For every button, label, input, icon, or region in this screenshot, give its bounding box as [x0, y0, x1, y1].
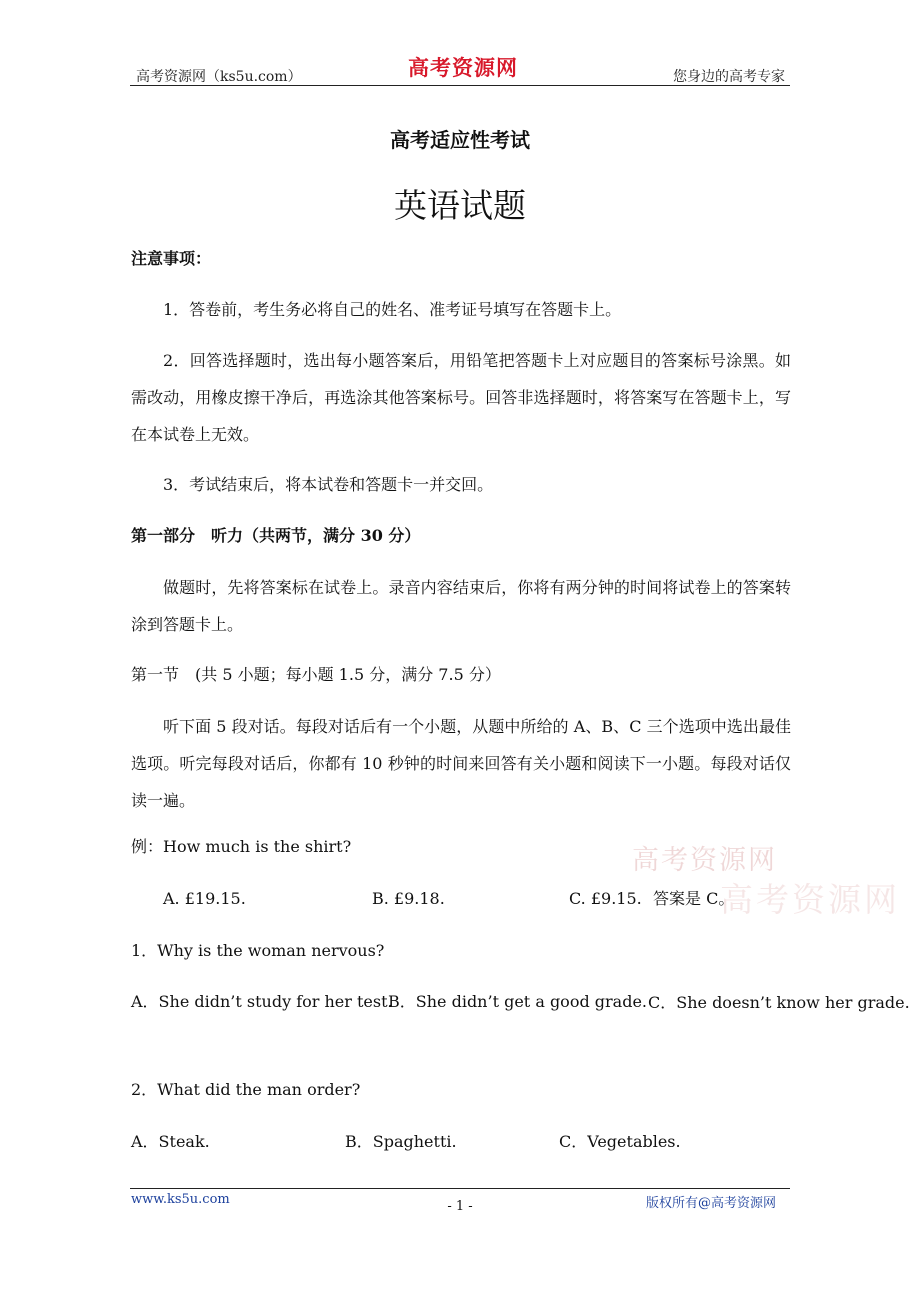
example-option-a: A. £19.15. [163, 889, 246, 908]
section1-instruction: 听下面 5 段对话。每段对话后有一个小题，从题中所给的 A、B、C 三个选项中选出最佳选项。听完每段对话后，你都有 10 秒钟的时间来回答有关小题和阅读下一小题。每段对话仅读一遍。 [131, 717, 791, 810]
example-option-c: C. £9.15. [569, 889, 642, 908]
watermark-line-1: 高考资源网 [632, 845, 777, 876]
part1-instruction: 做题时，先将答案标在试卷上。录音内容结束后，你将有两分钟的时间将试卷上的答案转涂到答题卡上。 [131, 578, 791, 634]
header-left-text: 高考资源网（ks5u.com） [136, 69, 302, 85]
page-number: - 1 - [447, 1199, 473, 1214]
question-1-option-c: C．She doesn’t know her grade. [648, 993, 910, 1012]
question-1-option-a: A．She didn’t study for her test. [131, 992, 393, 1011]
question-2-option-b: B．Spaghetti. [345, 1132, 457, 1151]
question-2-option-a: A．Steak. [131, 1132, 210, 1151]
section1-heading: 第一节 (共 5 小题；每小题 1.5 分，满分 7.5 分） [131, 665, 501, 684]
question-1-option-b: B．She didn’t get a good grade. [388, 992, 648, 1011]
notice-item-3: 3．考试结束后，将本试卷和答题卡一并交回。 [163, 475, 494, 494]
notice-heading: 注意事项： [131, 249, 212, 268]
question-2-stem: 2．What did the man order? [131, 1080, 361, 1099]
example-answer: 答案是 C。 [653, 889, 735, 908]
footer-rule [130, 1188, 790, 1189]
footer-link[interactable]: www.ks5u.com [131, 1192, 230, 1207]
watermark-line-2: 高考资源网 [720, 880, 900, 919]
header-rule [130, 85, 790, 86]
header-logo: 高考资源网 [408, 55, 518, 80]
question-1-option-c-wrap [131, 984, 910, 1021]
notice-item-2: 2．回答选择题时，选出每小题答案后，用铅笔把答题卡上对应题目的答案标号涂黑。如需改动，用橡皮擦干净后，再选涂其他答案标号。回答非选择题时，将答案写在答题卡上，写在本试卷上无效。 [131, 351, 791, 444]
example-question: 例：How much is the shirt? [131, 837, 352, 856]
example-option-b: B. £9.18. [372, 889, 445, 908]
subtitle: 高考适应性考试 [390, 128, 530, 152]
part1-heading: 第一部分 听力（共两节，满分 30 分） [131, 526, 421, 545]
page-title: 英语试题 [394, 186, 526, 225]
question-1-stem: 1．Why is the woman nervous? [131, 941, 385, 960]
footer-copyright: 版权所有@高考资源网 [646, 1196, 777, 1211]
question-2-option-c: C．Vegetables. [559, 1132, 681, 1151]
header-right-text: 您身边的高考专家 [673, 69, 785, 85]
notice-item-1: 1．答卷前，考生务必将自己的姓名、准考证号填写在答题卡上。 [163, 300, 622, 319]
